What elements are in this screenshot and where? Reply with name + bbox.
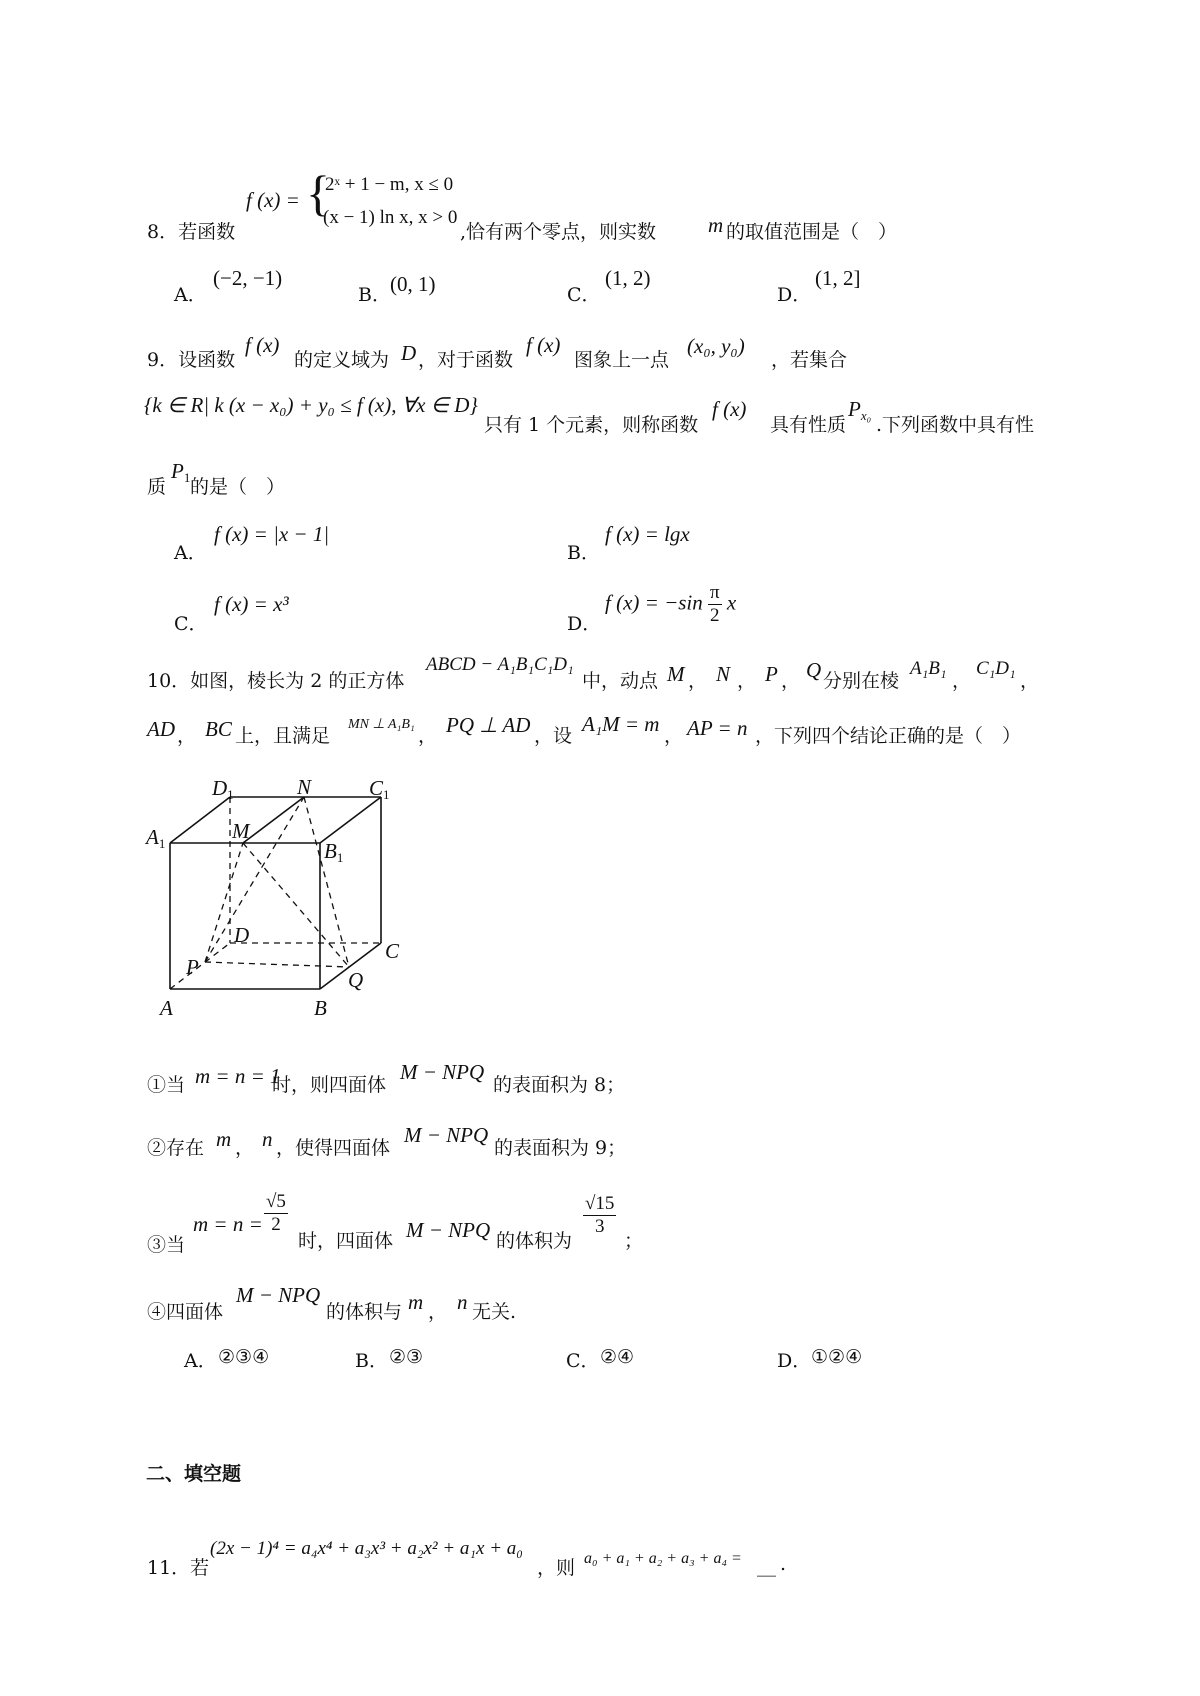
q10-PQ-perp: PQ ⊥ AD [446,713,531,737]
q10-s2-tet: M − NPQ [404,1123,489,1147]
q10-option-a-label: A． [184,1350,217,1372]
q10-A1M: A₁M = m [582,712,660,736]
q10-line2-c: ，下列四个结论正确的是（ ） [755,725,1022,747]
q10-s4-tet: M − NPQ [236,1283,321,1307]
q9-option-a: f (x) = |x − 1| [214,522,330,546]
q9-fx: f (x) [245,333,280,357]
q9-line3-a: 质 [147,476,167,498]
segment-MN [243,797,304,843]
q8-option-b: (0, 1) [390,272,436,296]
q9-line1-a: 9．设函数 [147,349,236,371]
q10-s2-a: ②存在 [147,1137,205,1159]
edge-B1C1 [320,797,381,843]
q10-option-d: ①②④ [811,1346,863,1368]
q9-option-c: f (x) = x³ [214,592,289,616]
q10-s4-c: 无关. [472,1301,517,1323]
q10-s2-sep: ， [235,1137,255,1159]
label-A1: A1 [146,825,166,851]
q10-P: P [765,662,778,686]
q10-C1D1: C₁D₁ [976,658,1016,679]
label-M: M [232,819,250,843]
q10-s3-vfrac: $\frac{√15}{3}$ [585,1193,615,1237]
q8-piece-2: (x − 1) ln x, x > 0 [323,207,458,228]
q10-option-b: ②③ [389,1346,424,1368]
segment-PQ [205,962,349,967]
q10-A1B1: A₁B₁ [910,658,947,679]
q9-line3-b: 的是（ ） [190,476,286,498]
q10-s2-n: n [262,1127,273,1151]
q8-brace: { [306,165,330,221]
q11-expansion: (2x − 1)⁴ = a₄x⁴ + a₃x³ + a₂x² + a₁x + a₀ [210,1538,523,1559]
q10-s1-c: 的表面积为 8； [493,1074,626,1096]
q11-answer-blank: ＿ [757,1557,777,1579]
label-P: P [186,955,199,979]
q10-AP: AP = n [687,716,748,740]
q10-AD: AD [147,717,175,741]
q10-sep-4: ， [952,670,972,692]
q8-option-d: (1, 2] [815,266,861,290]
q9-point: (x₀, y₀) [687,334,745,358]
q9-option-b: f (x) = lgx [605,522,690,546]
q10-s4-n: n [457,1290,468,1314]
edge-A1D1 [170,797,230,843]
label-C: C [385,939,400,963]
q9-line1-e: ，若集合 [771,349,848,371]
q11-end: . [780,1553,787,1575]
q10-option-c: ②④ [600,1346,635,1368]
q9-fx-2: f (x) [526,333,561,357]
q10-option-a: ②③④ [218,1346,270,1368]
q10-s3-tet: M − NPQ [406,1218,491,1242]
segment-PN [205,797,304,962]
q10-option-d-label: D． [777,1350,812,1372]
label-C1: C1 [369,776,390,802]
q8-number: 8．若函数 [147,221,236,243]
q10-s4-sep: ， [428,1301,448,1323]
label-B: B [314,996,327,1020]
q10-Q: Q [806,658,822,682]
q10-sep-8: ， [664,725,684,747]
q8-option-d-label: D． [777,284,812,306]
q10-line1-b: 中，动点 [582,670,659,692]
hidden-edge-AD [170,943,230,989]
q10-sep-1: ， [688,670,708,692]
q10-line1-a: 10．如图，棱长为 2 的正方体 [147,670,405,692]
q10-s1-a: ①当 [147,1074,186,1096]
q10-s4-b: 的体积与 [326,1301,403,1323]
q10-sep-6: ， [177,725,197,747]
q11-mid: ，则 [537,1557,576,1579]
q9-line2-a: 只有 1 个元素，则称函数 [484,414,699,436]
q9-option-d-label: D． [567,613,602,635]
q10-M: M [667,662,685,686]
q8-option-b-label: B． [358,284,391,306]
q9-line1-b: 的定义域为 [294,349,390,371]
q10-line2-a: 上，且满足 [235,725,331,747]
q10-line1-c: 分别在棱 [823,670,900,692]
q10-s2-b: ，使得四面体 [276,1137,391,1159]
label-N: N [297,775,312,799]
q10-s2-c: 的表面积为 9； [494,1137,627,1159]
label-D: D [234,923,250,947]
q10-s1-b: 时，则四面体 [272,1074,387,1096]
q10-N: N [716,662,731,686]
q10-s4-a: ④四面体 [147,1301,224,1323]
q10-BC: BC [205,717,232,741]
q10-line2-b: ，设 [534,725,573,747]
label-Q: Q [348,968,364,992]
segment-NQ [304,797,349,967]
q10-s3-eq: m = n = [193,1212,263,1236]
q8-var-m: m [708,213,724,237]
q10-sep-7: ， [418,725,438,747]
q10-MN-perp: MN ⊥ A₁B₁ [348,717,415,732]
q9-Px0: $P_{x_0}$ [848,397,872,423]
q11-number: 11．若 [147,1557,210,1579]
q9-option-a-label: A． [174,542,207,564]
q10-cube-name: ABCD − A₁B₁C₁D₁ [426,654,574,675]
label-D1: D1 [212,776,234,802]
label-B1: B1 [324,839,344,865]
label-A: A [160,996,173,1020]
q9-fx-3: f (x) [712,397,747,421]
cube-figure [140,770,420,1020]
q8-stem-tail: 的取值范围是（ ） [726,221,898,243]
q10-s3-end: ； [624,1230,644,1252]
q10-s4-m: m [408,1290,424,1314]
q10-s1-eq: m = n = 1 [195,1064,281,1088]
q8-option-c-label: C． [567,284,601,306]
q9-D: D [401,341,417,365]
q10-sep-3: ， [781,670,801,692]
q10-s3-c: 的体积为 [496,1230,573,1252]
q8-function-lhs: f (x) = [246,188,300,212]
q9-line2-c: .下列函数中具有性 [876,414,1035,436]
q8-option-a: (−2, −1) [213,266,283,290]
q10-s3-frac: $\frac{√5}{2}$ [266,1191,286,1235]
q9-line2-b: 具有性质 [770,414,847,436]
q10-s1-tet: M − NPQ [400,1060,485,1084]
q10-sep-2: ， [737,670,757,692]
q10-option-b-label: B． [355,1350,388,1372]
q11-sum: a₀ + a₁ + a₂ + a₃ + a₄ = [584,1550,742,1567]
q9-line1-c: ，对于函数 [418,349,514,371]
q9-line1-d: 图象上一点 [574,349,670,371]
section-heading-fill-in: 二、填空题 [146,1463,242,1485]
q9-option-b-label: B． [567,542,600,564]
q9-P1: $P_1$ [171,459,191,485]
q8-option-c: (1, 2) [605,266,651,290]
q9-set: {k ∈ R| k (x − x₀) + y₀ ≤ f (x), ∀x ∈ D} [144,393,478,417]
q10-sep-5: ， [1020,670,1040,692]
q9-option-d: f (x) = −sin $\frac{\pi}{2}$ x [605,582,737,626]
q10-option-c-label: C． [566,1350,600,1372]
q8-stem-text: ,恰有两个零点，则实数 [460,221,657,243]
q9-option-c-label: C． [174,613,208,635]
q8-option-a-label: A． [174,284,207,306]
q8-piece-1: 2ˣ + 1 − m, x ≤ 0 [325,174,454,195]
q10-s2-m: m [216,1127,232,1151]
q10-s3-a: ③当 [147,1234,186,1256]
q10-s3-b: 时，四面体 [298,1230,394,1252]
